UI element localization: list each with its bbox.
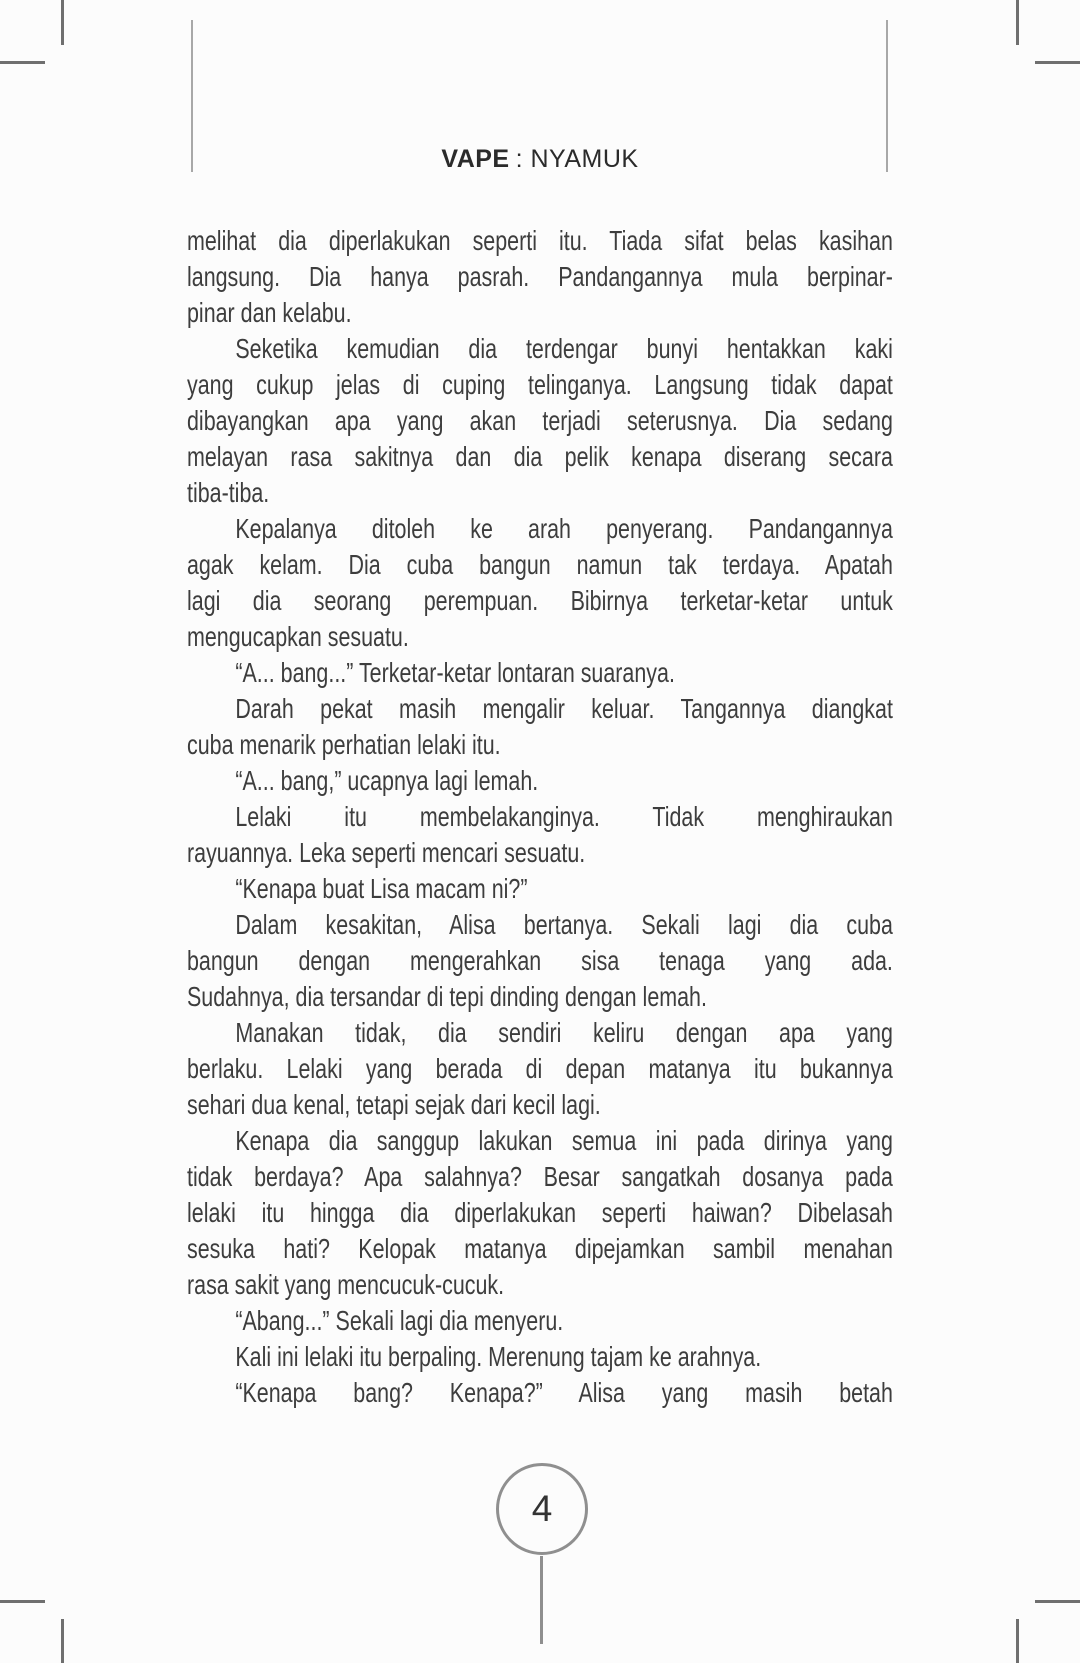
text-line: Lelaki itu membelakanginya. Tidak menghiraukan <box>235 801 893 832</box>
text-line: pinar dan kelabu. <box>187 297 352 328</box>
text-line: Kenapa dia sanggup lakukan semua ini pada dirinya yang <box>235 1125 893 1156</box>
text-line: agak kelam. Dia cuba bangun namun tak terdaya. Apatah <box>187 549 893 580</box>
crop-mark-top-left-vertical <box>61 0 64 45</box>
text-line: rasa sakit yang mencucuk-cucuk. <box>187 1269 505 1300</box>
crop-mark-top-right-vertical <box>1016 0 1019 45</box>
text-line: Sudahnya, dia tersandar di tepi dinding dengan lemah. <box>187 981 707 1012</box>
crop-mark-bottom-left-vertical <box>61 1619 64 1663</box>
text-line: Seketika kemudian dia terdengar bunyi hentakkan kaki <box>235 333 893 364</box>
text-line: mengucapkan sesuatu. <box>187 621 409 652</box>
running-header <box>0 144 1080 174</box>
body-text <box>187 223 893 1411</box>
text-line: Manakan tidak, dia sendiri keliru dengan apa yang <box>235 1017 893 1048</box>
text-line: langsung. Dia hanya pasrah. Pandangannya mula berpinar- <box>187 261 893 292</box>
header-title-regular: : NYAMUK <box>515 145 639 173</box>
text-line: lelaki itu hingga dia diperlakukan seperti haiwan? Dibelasah <box>187 1197 893 1228</box>
text-line: “A... bang...” Terketar-ketar lontaran suaranya. <box>235 657 675 688</box>
text-line: melayan rasa sakitnya dan dia pelik kenapa diserang secara <box>187 441 893 472</box>
text-line: “Kenapa bang? Kenapa?” Alisa yang masih betah <box>235 1377 893 1408</box>
text-line: bangun dengan mengerahkan sisa tenaga yang ada. <box>187 945 893 976</box>
text-line: sesuka hati? Kelopak matanya dipejamkan sambil menahan <box>187 1233 893 1264</box>
crop-mark-top-right-horizontal <box>1035 61 1080 64</box>
text-line: yang cukup jelas di cuping telinganya. Langsung tidak dapat <box>187 369 893 400</box>
text-line: “Abang...” Sekali lagi dia menyeru. <box>235 1305 564 1336</box>
page-number: 4 <box>531 1488 553 1529</box>
text-line: Darah pekat masih mengalir keluar. Tangannya diangkat <box>235 693 893 724</box>
text-line: melihat dia diperlakukan seperti itu. Tiada sifat belas kasihan <box>187 225 893 256</box>
crop-mark-bottom-right-vertical <box>1016 1619 1019 1663</box>
text-line: Kepalanya ditoleh ke arah penyerang. Pandangannya <box>235 513 893 544</box>
text-line: Kali ini lelaki itu berpaling. Merenung tajam ke arahnya. <box>235 1341 762 1372</box>
header-title-bold: VAPE <box>441 145 510 173</box>
crop-mark-bottom-left-horizontal <box>0 1600 45 1603</box>
page-number-stem <box>540 1556 543 1644</box>
text-line: lagi dia seorang perempuan. Bibirnya terketar-ketar untuk <box>187 585 893 616</box>
text-line: tiba-tiba. <box>187 477 270 508</box>
crop-mark-bottom-right-horizontal <box>1035 1600 1080 1603</box>
text-line: dibayangkan apa yang akan terjadi seterusnya. Dia sedang <box>187 405 893 436</box>
text-line: berlaku. Lelaki yang berada di depan matanya itu bukannya <box>187 1053 893 1084</box>
text-line: cuba menarik perhatian lelaki itu. <box>187 729 501 760</box>
text-line: sehari dua kenal, tetapi sejak dari kecil lagi. <box>187 1089 601 1120</box>
text-line: “Kenapa buat Lisa macam ni?” <box>235 873 528 904</box>
text-line: Dalam kesakitan, Alisa bertanya. Sekali lagi dia cuba <box>235 909 893 940</box>
text-line: rayuannya. Leka seperti mencari sesuatu. <box>187 837 586 868</box>
text-line: tidak berdaya? Apa salahnya? Besar sangatkah dosanya pada <box>187 1161 893 1192</box>
page-number-circle <box>496 1463 588 1555</box>
crop-mark-top-left-horizontal <box>0 61 45 64</box>
text-line: “A... bang,” ucapnya lagi lemah. <box>235 765 539 796</box>
